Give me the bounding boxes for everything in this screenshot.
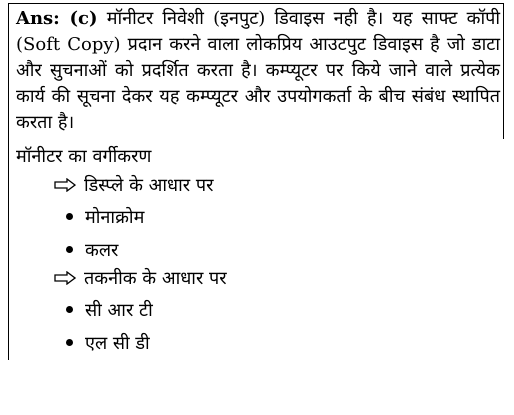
list-item-label: मोनाक्रोम (85, 207, 145, 228)
bullet-dot (66, 246, 73, 253)
list-item (66, 332, 150, 356)
bullet-dot (66, 306, 73, 313)
group-title: डिस्प्ले के आधार पर (84, 175, 214, 196)
list-item (66, 206, 144, 230)
group-display-basis (54, 174, 213, 198)
list-item-label: कलर (85, 240, 119, 261)
group-title: तकनीक के आधार पर (84, 268, 227, 289)
bullet-dot (66, 339, 73, 346)
list-item-label: एल सी डी (85, 333, 150, 354)
group-technology-basis (54, 267, 227, 291)
outlined-right-arrow-icon (54, 271, 76, 285)
left-border-line (8, 138, 9, 360)
bullet-dot (66, 213, 73, 220)
classification-heading: मॉनीटर का वर्गीकरण (16, 146, 152, 167)
list-item (66, 239, 118, 263)
answer-label: Ans: (c) (16, 8, 98, 29)
list-item (66, 299, 153, 323)
list-item-label: सी आर टी (85, 300, 153, 321)
answer-text: मॉनीटर निवेशी (इनपुट) डिवाइस नही है। यह साफ्ट कॉपी (Soft Copy) प्रदान करने वाला लोकप्रिय आउटपुट डिवाइस है जो डाटा और सुचनाओं को प्रदर्शित करता है। कम्प्यूटर पर किये जाने वाले प्रत्येक कार्य की सूचना देकर यह कम्प्यूटर और उपयोगकर्ता के बीच संबंध स्थापित करता है। (16, 8, 500, 133)
answer-paragraph (16, 6, 500, 136)
outlined-right-arrow-icon (54, 178, 76, 192)
